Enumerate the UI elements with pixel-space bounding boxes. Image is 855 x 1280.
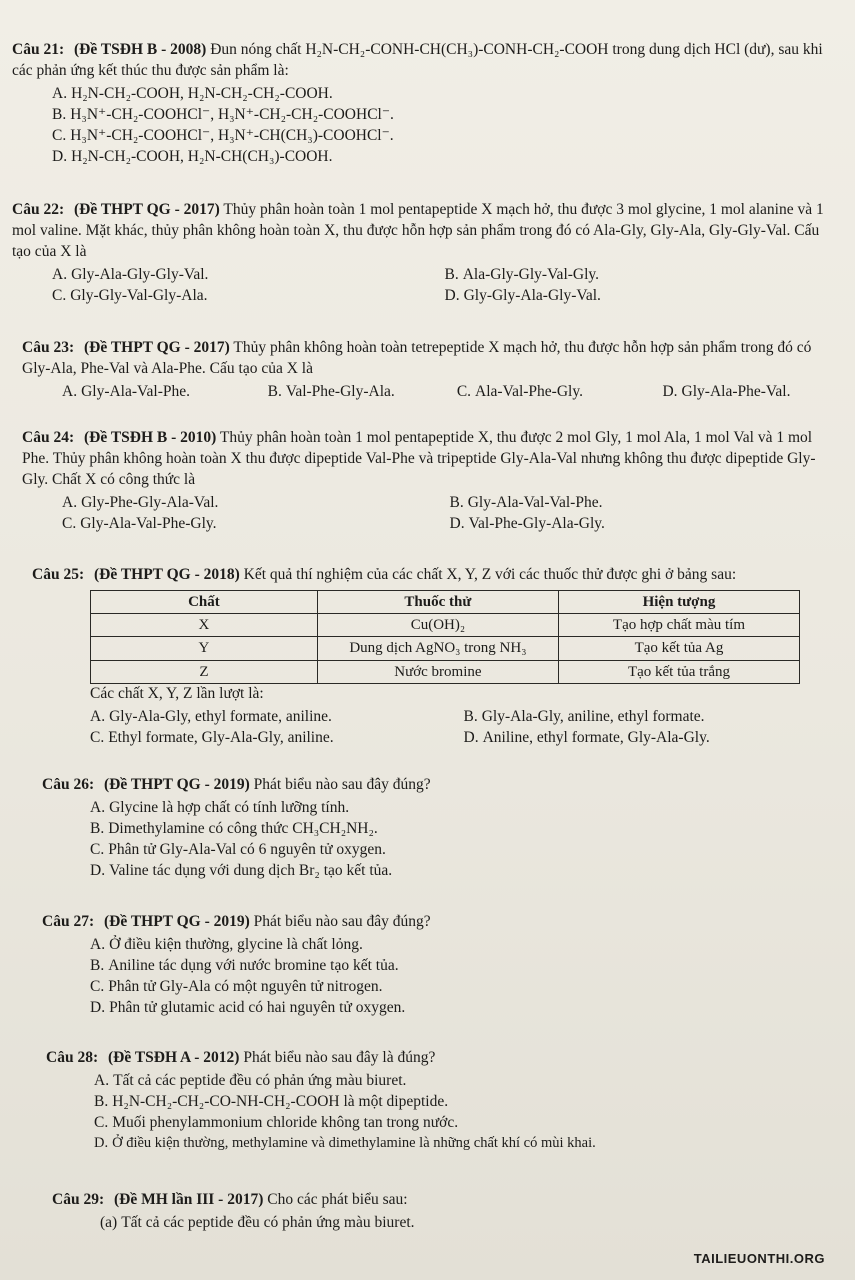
table-cell: Tạo hợp chất màu tím — [558, 614, 799, 637]
question-stem: Thủy phân hoàn toàn 1 mol pentapeptide X mạch hở, thu được 3 mol glycine, 1 mol alanine và 1 mol valine. Mặt khác, thủy phân không hoàn toàn X, thu được hỗn hợp sản phẩm trong đó có Ala-Gly, Gly-Ala, Gly-Gly-Val. Cấu tạo của X là — [12, 201, 824, 260]
option-b: B. Gly-Ala-Val-Val-Phe. — [449, 493, 603, 511]
question-23 — [22, 338, 827, 403]
option-c: C. Ethyl formate, Gly-Ala-Gly, aniline. — [90, 728, 334, 746]
question-stem: Cho các phát biểu sau: — [267, 1191, 408, 1208]
column-header: Thuốc thử — [317, 590, 558, 613]
question-stem: Thủy phân không hoàn toàn tetrepeptide X mạch hở, thu được hỗn hợp sản phẩm trong đó có Gly-Ala, Phe-Val và Ala-Phe. Cấu tạo của X là — [22, 339, 812, 377]
table-cell: Nước bromine — [317, 660, 558, 683]
option-b: B. H₃N⁺-CH₂-COOHCl⁻, H₃N⁺-CH₂-CH₂-COOHCl⁻. — [52, 105, 394, 123]
question-21 — [12, 40, 827, 168]
question-source: (Đề THPT QG - 2019) — [103, 776, 250, 793]
table-cell: Z — [91, 660, 318, 683]
option-d: D. Phân tử glutamic acid có hai nguyên tử oxygen. — [90, 998, 406, 1016]
options — [100, 1213, 832, 1234]
question-25 — [32, 565, 827, 749]
question-number: Câu 23: — [22, 339, 75, 356]
option-a: A. Gly-Phe-Gly-Ala-Val. — [62, 493, 219, 511]
options — [90, 707, 827, 749]
question-number: Câu 27: — [42, 913, 95, 930]
option-d: D. Aniline, ethyl formate, Gly-Ala-Gly. — [463, 728, 710, 746]
option-a: A. Ở điều kiện thường, glycine là chất lỏng. — [90, 935, 363, 953]
question-number: Câu 22: — [12, 201, 65, 218]
options — [62, 382, 827, 403]
option-d: D. Ở điều kiện thường, methylamine và dimethylamine là những chất khí có mùi khai. — [94, 1134, 596, 1151]
question-source: (Đề TSĐH B - 2010) — [83, 429, 217, 446]
option-d: D. Gly-Ala-Phe-Val. — [662, 382, 791, 400]
question-number: Câu 24: — [22, 429, 75, 446]
column-header: Hiện tượng — [558, 590, 799, 613]
option-b: B. Val-Phe-Gly-Ala. — [267, 382, 395, 400]
table-row — [91, 614, 800, 637]
options — [94, 1071, 836, 1153]
question-number: Câu 29: — [52, 1191, 105, 1208]
option-d: D. H₂N-CH₂-COOH, H₂N-CH(CH₃)-COOH. — [52, 147, 333, 165]
results-table — [90, 590, 800, 684]
question-source: (Đề THPT QG - 2017) — [73, 201, 220, 218]
option-c: C. Phân tử Gly-Ala có một nguyên tử nitrogen. — [90, 977, 383, 995]
option-b: B. Aniline tác dụng với nước bromine tạo kết tủa. — [90, 956, 399, 974]
option-b: B. H₂N-CH₂-CH₂-CO-NH-CH₂-COOH là một dipeptide. — [94, 1092, 449, 1110]
question-29 — [52, 1190, 832, 1234]
options — [90, 935, 827, 1019]
option-c: C. Muối phenylammonium chloride không tan trong nước. — [94, 1113, 459, 1131]
question-source: (Đề THPT QG - 2018) — [93, 566, 240, 583]
question-source: (Đề TSĐH A - 2012) — [107, 1049, 240, 1066]
table-header-row — [91, 590, 800, 613]
question-source: (Đề THPT QG - 2017) — [83, 339, 230, 356]
question-22 — [12, 200, 827, 307]
table-cell: Cu(OH)₂ — [317, 614, 558, 637]
option-a: A. Gly-Ala-Gly-Gly-Val. — [52, 265, 209, 283]
option-a: A. Gly-Ala-Val-Phe. — [62, 382, 190, 400]
question-number: Câu 28: — [46, 1049, 99, 1066]
table-cell: X — [91, 614, 318, 637]
question-number: Câu 26: — [42, 776, 95, 793]
option-c: C. Phân tử Gly-Ala-Val có 6 nguyên tử oxygen. — [90, 840, 386, 858]
option-c: C. Ala-Val-Phe-Gly. — [456, 382, 583, 400]
question-source: (Đề TSĐH B - 2008) — [73, 41, 207, 58]
question-number: Câu 21: — [12, 41, 65, 58]
option-b: B. Dimethylamine có công thức CH₃CH₂NH₂. — [90, 819, 378, 837]
table-followup: Các chất X, Y, Z lần lượt là: — [90, 684, 264, 702]
site-watermark: TAILIEUONTHI.ORG — [693, 1251, 825, 1266]
option-d: D. Valine tác dụng với dung dịch Br₂ tạo kết tủa. — [90, 861, 393, 879]
table-cell: Tạo kết tủa Ag — [558, 637, 799, 660]
option-c: C. Gly-Gly-Val-Gly-Ala. — [52, 286, 208, 304]
question-stem: Phát biểu nào sau đây đúng? — [253, 913, 431, 930]
question-stem: Thủy phân hoàn toàn 1 mol pentapeptide X, thu được 2 mol Gly, 1 mol Ala, 1 mol Val và 1 mol Phe. Thủy phân không hoàn toàn X thu được dipeptide Val-Phe và tripeptide Gly-Ala-Val nhưng không thu được dipeptide Gly-Gly. Chất X có công thức là — [22, 429, 816, 488]
table-cell: Y — [91, 637, 318, 660]
question-stem: Phát biểu nào sau đây đúng? — [253, 776, 431, 793]
question-26 — [42, 775, 827, 882]
question-24 — [22, 428, 827, 535]
option-b: B. Ala-Gly-Gly-Val-Gly. — [444, 265, 600, 283]
table-cell: Dung dịch AgNO₃ trong NH₃ — [317, 637, 558, 660]
statement-a: (a) Tất cả các peptide đều có phản ứng màu biuret. — [100, 1213, 415, 1231]
options — [62, 493, 827, 535]
option-d: D. Gly-Gly-Ala-Gly-Val. — [444, 286, 601, 304]
question-number: Câu 25: — [32, 566, 85, 583]
options — [52, 84, 827, 168]
option-a: A. H₂N-CH₂-COOH, H₂N-CH₂-CH₂-COOH. — [52, 84, 333, 102]
option-c: C. Gly-Ala-Val-Phe-Gly. — [62, 514, 217, 532]
option-a: A. Tất cả các peptide đều có phản ứng màu biuret. — [94, 1071, 407, 1089]
options — [52, 265, 827, 307]
question-source: (Đề MH lần III - 2017) — [113, 1191, 264, 1208]
table-row — [91, 637, 800, 660]
question-stem: Kết quả thí nghiệm của các chất X, Y, Z với các thuốc thử được ghi ở bảng sau: — [243, 566, 737, 583]
table-row — [91, 660, 800, 683]
option-a: A. Gly-Ala-Gly, ethyl formate, aniline. — [90, 707, 332, 725]
option-a: A. Glycine là hợp chất có tính lưỡng tính. — [90, 798, 350, 816]
question-27 — [42, 912, 827, 1019]
question-stem: Phát biểu nào sau đây là đúng? — [243, 1049, 436, 1066]
question-28 — [46, 1048, 836, 1153]
options — [90, 798, 827, 882]
question-source: (Đề THPT QG - 2019) — [103, 913, 250, 930]
option-d: D. Val-Phe-Gly-Ala-Gly. — [449, 514, 605, 532]
option-c: C. H₃N⁺-CH₂-COOHCl⁻, H₃N⁺-CH(CH₃)-COOHCl⁻. — [52, 126, 394, 144]
question-stem: Đun nóng chất H₂N-CH₂-CONH-CH(CH₃)-CONH-CH₂-COOH trong dung dịch HCl (dư), sau khi các phản ứng kết thúc thu được sản phẩm là: — [12, 41, 823, 79]
column-header: Chất — [91, 590, 318, 613]
table-cell: Tạo kết tủa trắng — [558, 660, 799, 683]
option-b: B. Gly-Ala-Gly, aniline, ethyl formate. — [463, 707, 705, 725]
